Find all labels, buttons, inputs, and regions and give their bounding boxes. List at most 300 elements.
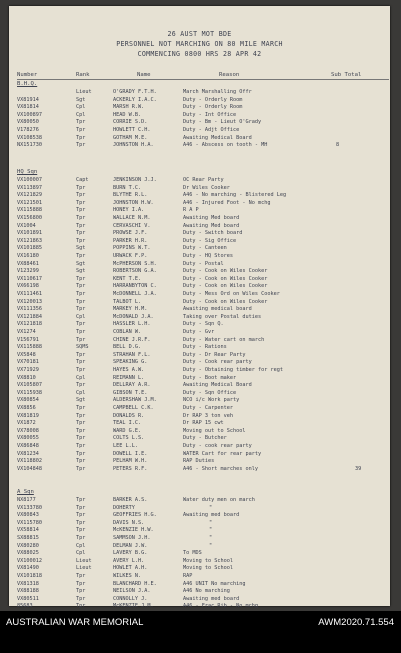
cell-number: VX121818 [17,321,42,328]
cell-number: VX81490 [17,565,39,572]
cell-name: BURN T.C. [113,184,142,191]
cell-number: VX81814 [17,104,39,111]
table-row [9,230,390,237]
table-row [9,520,390,527]
cell-reason: Duty - Canteen [183,245,227,252]
cell-rank: Tpr [76,351,86,358]
cell-reason: A46 - Frac Rib - No mchg [183,603,258,610]
table-row [9,223,390,230]
cell-name: PETERS R.F. [113,465,148,472]
cell-name: DELLRAY A.R. [113,382,151,389]
cell-rank: Sgt [76,397,86,404]
cell-name: O'GRADY F.T.H. [113,89,157,95]
cell-reason: " [209,504,213,511]
cell-name: McDONALD J.A. [113,313,154,320]
cell-number: VX118802 [17,458,42,465]
table-row [9,558,390,565]
table-row [9,367,390,374]
cell-number: VX81819 [17,412,39,419]
cell-number: VX66198 [17,283,39,290]
cell-rank: Tpr [76,435,86,442]
cell-name: WILKES N. [113,573,142,579]
cell-reason: Duty - Switch board [183,230,243,237]
cell-rank: Tpr [76,527,86,534]
cell-number: VX88025 [17,550,39,557]
cell-number: VX80511 [17,595,39,602]
cell-name: URWACK F.P. [113,253,148,259]
cell-reason: Awaiting Med board [183,222,240,229]
table-row [9,512,390,519]
cell-name: COLTS L.S. [113,435,145,442]
cell-number: NX151730 [17,142,42,149]
cell-reason: WATER Cart for rear party [183,450,262,457]
cell-number: V178276 [17,127,39,133]
cell-number: VX58814 [17,527,39,534]
cell-name: REIMANN L. [113,374,145,381]
cell-rank: Tpr [76,329,86,335]
cell-number: VX101891 [17,230,42,237]
table-row [9,104,390,111]
cell-reason: Duty - Bm - Lieut O'Grady [183,119,262,126]
cell-name: McKENZIE H.W. [113,527,154,534]
cell-reason: A46 - Abscess on tooth - MH [183,142,268,149]
cell-name: LEE L.L. [113,443,138,449]
table-row [9,428,390,435]
cell-rank: Tpr [76,283,86,290]
cell-rank: Tpr [76,222,86,229]
cell-rank: Tpr [76,535,86,541]
cell-number: VX80280 [17,542,39,549]
table-row [9,268,390,275]
cell-name: BLANCHARD H.E. [113,580,157,587]
header-rule [17,79,389,80]
cell-name: BARKER A.S. [113,497,148,503]
cell-reason: RAP [183,573,193,579]
cell-rank: SQMS [76,344,89,351]
cell-reason: Duty - Sqn Q. [183,321,224,328]
cell-reason: Duty - Adjt Office [183,127,240,133]
table-row [9,291,390,298]
cell-number: VX108538 [17,134,42,141]
cell-reason: Moving to School [183,557,233,564]
cell-reason: " [209,527,213,534]
cell-rank: Tpr [76,512,86,519]
cell-rank: Cpl [76,111,86,118]
cell-number: VX121501 [17,199,42,206]
table-row [9,390,390,397]
cell-rank: Cpl [76,542,86,549]
cell-reason: Awaiting medical board [183,306,252,313]
cell-number: VX121863 [17,237,42,244]
cell-reason: To MDS [183,550,202,557]
cell-number: VX111461 [17,291,42,297]
cell-reason: Duty - Boot maker [183,374,237,381]
cell-rank: Tpr [76,291,86,297]
doc-header-title: PERSONNEL NOT MARCHING ON 80 MILE MARCH [116,40,283,48]
cell-name: HOWLETT C.H. [113,127,151,133]
cell-number: NX8177 [17,497,36,503]
cell-number: VX1004 [17,222,36,229]
cell-sub-total: 8 [336,142,340,149]
table-row [9,321,390,328]
cell-name: SPEAKING G. [113,359,148,366]
cell-number: SX88815 [17,535,39,541]
cell-name: DOWELL I.E. [113,450,148,457]
table-row [9,112,390,119]
cell-number: VX81234 [17,450,39,457]
cell-reason: Dr RAP 15 cwt [183,420,224,427]
cell-reason: Duty - Sqn Office [183,389,237,396]
cell-reason: Duty - Cook on Wiles Cooker [183,268,268,275]
cell-name: CORRIE S.D. [113,119,148,126]
cell-reason: Awaiting med board [183,595,240,602]
cell-rank: Tpr [76,336,86,343]
cell-rank: Tpr [76,573,86,579]
table-row [9,192,390,199]
cell-number: 85683 [17,603,33,610]
table-row [9,535,390,542]
cell-rank: Tpr [76,519,86,526]
cell-rank: Sgt [76,245,86,252]
cell-name: GIBSON T.E. [113,389,148,396]
cell-name: PARKER H.R. [113,237,148,244]
cell-reason: March Marshalling Offr [183,89,252,95]
cell-reason: " [209,519,213,526]
cell-name: HAYES A.W. [113,367,145,373]
table-row [9,261,390,268]
section-title: B.H.Q. [17,81,38,87]
cell-rank: Tpr [76,253,86,259]
cell-number: VX115780 [17,519,42,526]
cell-number: VX121884 [17,313,42,320]
col-sub-total: Sub Total [331,72,362,78]
cell-name: McPHERSON S.H. [113,260,157,267]
cell-rank: Lieut [76,557,92,564]
table-row [9,527,390,534]
cell-number: VX16180 [17,253,39,259]
cell-name: WARD G.E. [113,427,142,434]
cell-reason: Moving out to School [183,427,246,434]
cell-rank: Tpr [76,465,86,472]
cell-rank: Tpr [76,405,86,411]
cell-reason: A46 - No marching - Blistered Leg [183,192,287,199]
table-row [9,119,390,126]
cell-reason: A46 No marching [183,588,230,595]
section-title: A Sqn [17,489,34,495]
cell-name: DOHERTY [113,504,135,511]
table-row [9,497,390,504]
cell-name: GEOFFRIES H.G. [113,512,157,519]
table-row [9,207,390,214]
table-row [9,283,390,290]
cell-reason: Duty - Postal [183,260,224,267]
cell-reason: NCO i/c Work party [183,397,240,404]
cell-reason: Duty - Cook rear party [183,359,252,366]
cell-reason: A46 - Injured Foot - No mchg [183,199,271,206]
cell-rank: Tpr [76,192,86,199]
cell-number: VX120013 [17,298,42,305]
table-row [9,505,390,512]
cell-name: ACKERLY I.A.C. [113,96,157,103]
cell-number: V123299 [17,268,39,275]
cell-rank: Tpr [76,237,86,244]
cell-name: PROWSE J.F. [113,230,148,237]
table-row [9,397,390,404]
cell-name: NEILSON J.A. [113,588,151,595]
col-rank: Rank [76,72,90,78]
cell-rank: Sgt [76,260,86,267]
cell-reason: Duty - Orderly Room [183,96,243,103]
table-row [9,435,390,442]
cell-rank: Tpr [76,595,86,602]
cell-rank: Tpr [76,119,86,126]
cell-number: VX88188 [17,588,39,595]
table-row [9,413,390,420]
table-row [9,177,390,184]
cell-rank: Cpl [76,389,86,396]
cell-reason: Awaiting Med board [183,215,240,221]
cell-rank: Tpr [76,382,86,389]
cell-name: CHINE J.R.F. [113,336,151,343]
table-row [9,550,390,557]
cell-reason: Duty - Mess Ord on Wiles Cooker [183,291,280,297]
table-row [9,215,390,222]
cell-rank: Tpr [76,142,86,149]
cell-name: HOWLET A.H. [113,565,148,572]
cell-name: McKENZIE J.M. [113,603,154,610]
cell-name: CERVASCHI V. [113,222,151,229]
table-row [9,405,390,412]
cell-total: 39 [355,465,362,472]
cell-reason: Duty - Cook on Wiles Cooker [183,283,268,290]
cell-name: HASSLER L.H. [113,321,151,328]
cell-rank: Cpl [76,313,86,320]
cell-name: WALLACE N.M. [113,215,151,221]
table-row [9,451,390,458]
cell-number: VX86848 [17,443,39,449]
cell-number: VX115888 [17,344,42,351]
cell-name: MARSH R.W. [113,104,145,111]
cell-reason: Dr RAP 3 ton veh [183,412,233,419]
cell-number: VX88461 [17,260,39,267]
cell-number: VX105807 [17,382,42,389]
cell-reason: Duty - Carpenter [183,405,233,411]
cell-rank: Tpr [76,458,86,465]
table-row [9,314,390,321]
cell-name: CAMPBELL C.K. [113,405,154,411]
cell-number: VX80055 [17,435,39,442]
cell-number: VX133780 [17,504,42,511]
cell-number: VX1274 [17,329,36,335]
cell-number: VX115938 [17,389,42,396]
cell-name: TALBOT L. [113,298,142,305]
document-sheet [9,6,390,610]
table-row [9,344,390,351]
cell-rank: Capt [76,177,89,183]
table-row [9,253,390,260]
table-row [9,142,390,149]
footer-source: AUSTRALIAN WAR MEMORIAL [6,617,144,628]
cell-rank: Lieut [76,565,92,572]
table-row [9,352,390,359]
cell-reason: Dr Wiles Cooker [183,184,230,191]
table-row [9,185,390,192]
section-title: HQ Sqn [17,169,38,175]
cell-name: BELL D.G. [113,344,142,351]
table-row [9,89,390,96]
col-name: Name [137,72,151,78]
cell-reason: Duty - Gvr [183,329,215,335]
cell-number: VX80050 [17,119,39,126]
table-row [9,245,390,252]
cell-number: VX70181 [17,359,39,366]
cell-reason: R A P [183,207,199,214]
cell-rank: Tpr [76,450,86,457]
table-row [9,603,390,610]
cell-rank: Tpr [76,412,86,419]
cell-rank: Tpr [76,275,86,282]
table-row [9,420,390,427]
cell-rank: Tpr [76,127,86,133]
cell-rank: Cpl [76,104,86,111]
cell-name: KENT T.E. [113,275,142,282]
cell-rank: Tpr [76,588,86,595]
cell-reason: A46 - Short marches only [183,465,258,472]
cell-rank: Tpr [76,230,86,237]
cell-number: VX80854 [17,397,39,404]
cell-reason: " [209,535,213,541]
cell-reason: Water duty men on march [183,497,255,503]
cell-rank: Tpr [76,298,86,305]
table-row [9,565,390,572]
cell-reason: " [209,542,213,549]
cell-reason: Duty - Dr Rear Party [183,351,246,358]
cell-rank: Tpr [76,603,86,610]
cell-number: VX156800 [17,215,42,221]
cell-reason: Duty - HQ Stores [183,253,233,259]
cell-name: MARKEY H.M. [113,306,148,313]
cell-reason: Duty - Cook on Wiles Cooker [183,298,268,305]
cell-rank: Lieut [76,89,92,95]
cell-name: McDONNELL J.A. [113,291,157,297]
cell-number: VX8810 [17,374,36,381]
cell-number: VX104848 [17,465,42,472]
table-row [9,443,390,450]
cell-rank: Tpr [76,443,86,449]
cell-name: JOHNSTON H.W. [113,199,154,206]
cell-reason: Duty - Water cart on march [183,336,265,343]
cell-number: VX100007 [17,177,42,183]
cell-number: VX81914 [17,96,39,103]
cell-reason: Taking over Postal duties [183,313,262,320]
table-row [9,382,390,389]
cell-reason: Awaiting Medical Board [183,134,252,141]
table-row [9,596,390,603]
cell-number: VX71929 [17,367,39,373]
table-row [9,359,390,366]
cell-number: VX115888 [17,207,42,214]
cell-rank: Tpr [76,199,86,206]
cell-reason: Duty - Int Office [183,111,237,118]
cell-name: CONNOLLY J. [113,595,148,602]
cell-reason: Duty - Butcher [183,435,227,442]
footer-bar [0,611,401,653]
cell-rank: Cpl [76,550,86,557]
doc-header-unit: 26 AUST MOT BDE [167,30,232,38]
cell-name: HARRANBYTON C. [113,283,157,290]
cell-name: DELMAN J.W. [113,542,148,549]
table-row [9,337,390,344]
cell-name: AVERY L.H. [113,557,145,564]
table-row [9,466,390,473]
table-row [9,200,390,207]
cell-number: VX113897 [17,184,42,191]
cell-rank: Tpr [76,504,86,511]
table-row [9,97,390,104]
cell-number: VX111356 [17,306,42,313]
cell-name: COBLAN W. [113,329,142,335]
cell-reason: Awaiting med board [183,512,240,519]
cell-rank: Cpl [76,374,86,381]
cell-reason: A46 UNIT No marching [183,580,246,587]
doc-header-date: COMMENCING 0800 HRS 28 APR 42 [137,50,262,58]
cell-rank: Tpr [76,420,86,427]
cell-name: JENKINSON J.J. [113,177,157,183]
table-row [9,238,390,245]
table-row [9,588,390,595]
cell-name: DONALDS R. [113,412,145,419]
table-row [9,306,390,313]
table-row [9,543,390,550]
cell-name: HEAD W.B. [113,111,142,118]
cell-name: HONEY I.A. [113,207,145,214]
cell-rank: Tpr [76,321,86,328]
col-reason: Reason [219,72,240,78]
table-row [9,573,390,580]
cell-reason: Duty - Sig Office [183,237,237,244]
cell-name: TEAL I.C. [113,420,142,427]
cell-rank: Sgt [76,96,86,103]
table-row [9,276,390,283]
cell-name: SAMMSON J.H. [113,535,151,541]
cell-reason: Duty - Cook on Wiles Cooker [183,275,268,282]
cell-reason: Duty - Rations [183,344,227,351]
cell-rank: Tpr [76,215,86,221]
cell-number: VX1872 [17,420,36,427]
cell-number: VX81318 [17,580,39,587]
table-row [9,127,390,134]
cell-reason: RAP Duties [183,458,215,465]
cell-name: POPPINS W.T. [113,245,151,252]
cell-rank: Tpr [76,367,86,373]
table-row [9,458,390,465]
cell-number: VX8856 [17,405,36,411]
table-row [9,581,390,588]
cell-reason: OC Rear Party [183,177,224,183]
cell-rank: Tpr [76,207,86,214]
cell-name: BLYTHE R.L. [113,192,148,199]
cell-number: VX101885 [17,245,42,252]
cell-name: DAVIS N.S. [113,519,145,526]
cell-rank: Tpr [76,184,86,191]
cell-reason: Duty - Obtaining timber for regt [183,367,283,373]
cell-number: V156791 [17,336,39,343]
cell-name: ROBERTSON G.A. [113,268,157,275]
cell-number: VX110617 [17,275,42,282]
table-row [9,375,390,382]
col-number: Number [17,72,38,78]
cell-number: VX5848 [17,351,36,358]
